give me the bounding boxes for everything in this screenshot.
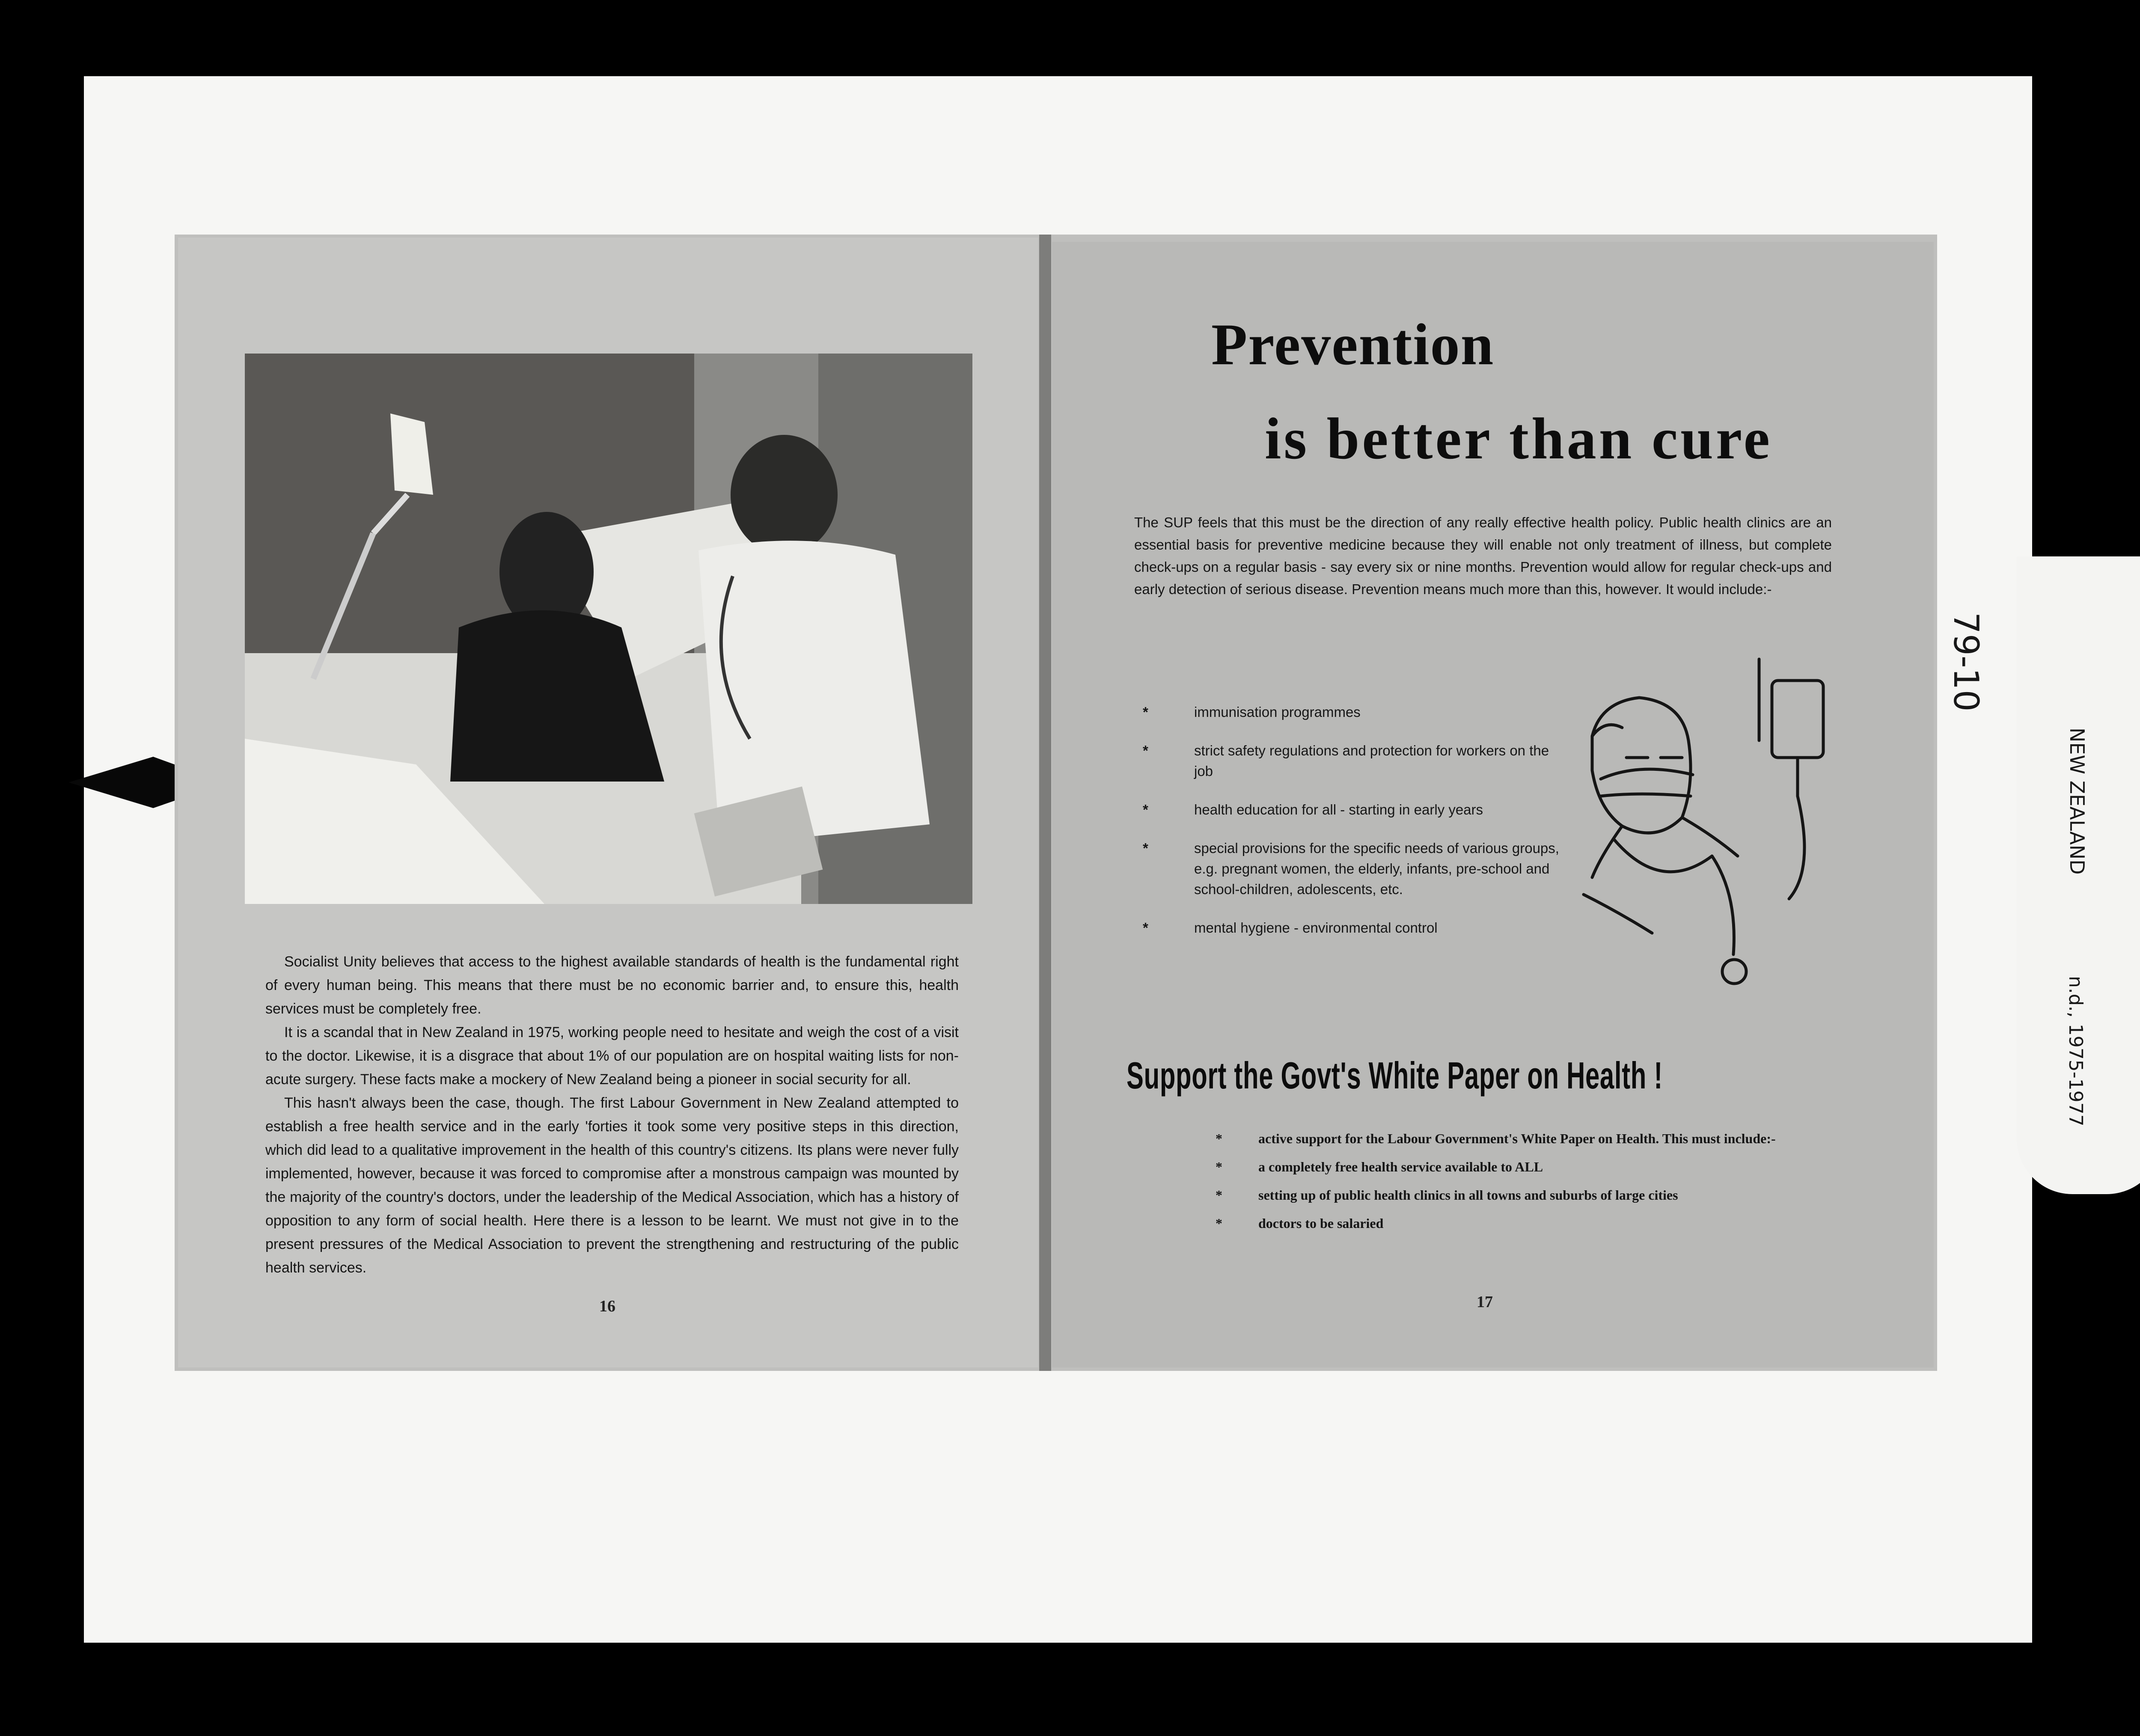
bullet: * <box>1143 704 1148 720</box>
bullet: * <box>1216 1131 1222 1146</box>
bullet: * <box>1143 840 1148 856</box>
bullet: * <box>1143 743 1148 758</box>
left-page-body <box>265 950 959 1280</box>
list-item <box>1211 1187 1789 1203</box>
handwritten-dates: n.d., 1975-1977 <box>2065 976 2086 1127</box>
list-item <box>1134 838 1562 900</box>
support-list <box>1211 1131 1789 1244</box>
list-item-text: setting up of public health clinics in all towns and suburbs of large cities <box>1258 1187 1678 1203</box>
list-item-text: mental hygiene - environmental control <box>1194 920 1438 936</box>
body-paragraph: This hasn't always been the case, though. The first Labour Government in New Zealand attempted to establish a free health service and in the early 'forties it took some very positive steps in this direction, which did lead to a qualitative improvement in the health of this country's citizens. Its plans were never fully implemented, however, because it was forced to compromise after a monstrous campaign was mounted by the majority of the country's doctors, under the leadership of the Medical Association, which has a history of opposition to any form of social health. Here there is a lesson to be learnt. We must not give in to the present pressures of the Medical Association to prevent the strengthening and restructuring of the public health services. <box>265 1095 959 1276</box>
bullet: * <box>1216 1159 1222 1174</box>
list-item-text: special provisions for the specific needs of various groups, e.g. pregnant women, the elderly, infants, pre-school and school-children, adolescents, etc. <box>1194 840 1559 897</box>
body-paragraph: Socialist Unity believes that access to the highest available standards of health is the fundamental right of every human being. This means that there must be no economic barrier and, to ensure this, health services must be completely free. <box>265 954 959 1017</box>
doctor-sketch-illustration <box>1575 655 1853 997</box>
hospital-photo <box>245 354 972 904</box>
list-item <box>1134 918 1562 938</box>
handwritten-number: 79-10 <box>1946 612 1986 712</box>
title-prevention: Prevention <box>1211 312 1495 377</box>
list-item <box>1134 740 1562 782</box>
title-better-than-cure: is better than cure <box>1265 406 1772 471</box>
list-item-text: immunisation programmes <box>1194 704 1361 720</box>
list-item-text: a completely free health service available to ALL <box>1258 1159 1543 1174</box>
list-item <box>1134 702 1562 722</box>
list-item <box>1134 800 1562 820</box>
list-item <box>1211 1159 1789 1174</box>
list-item <box>1211 1131 1789 1146</box>
bullet: * <box>1143 802 1148 817</box>
support-heading: Support the Govt's White Paper on Health ! <box>1126 1054 1663 1097</box>
list-item-text: doctors to be salaried <box>1258 1216 1384 1231</box>
list-item-text: active support for the Labour Government's White Paper on Health. This must include:- <box>1258 1131 1776 1146</box>
bullet: * <box>1143 920 1148 936</box>
page-number-right: 17 <box>1477 1293 1493 1311</box>
bullet: * <box>1216 1187 1222 1203</box>
page-number-left: 16 <box>599 1297 615 1315</box>
booklet-gutter <box>1039 235 1051 1371</box>
prevention-list <box>1134 702 1562 956</box>
handwritten-country: NEW ZEALAND <box>2066 728 2089 875</box>
body-paragraph: It is a scandal that in New Zealand in 1975, working people need to hesitate and weigh the cost of a visit to the doctor. Likewise, it is a disgrace that about 1% of our population are on hospital waiting lists for non-acute surgery. These facts make a mockery of New Zealand being a pioneer in social security for all. <box>265 1024 959 1088</box>
list-item-text: strict safety regulations and protection for workers on the job <box>1194 743 1549 779</box>
list-item-text: health education for all - starting in early years <box>1194 802 1483 817</box>
intro-paragraph: The SUP feels that this must be the direction of any really effective health policy. Public health clinics are an essential basis for preventive medicine because they will enable not only treatment of illness, but complete check-ups on a regular basis - say every six or nine months. Prevention would allow for regular check-ups and early detection of serious disease. Prevention means much more than this, however. It would include:- <box>1134 514 1832 597</box>
bullet: * <box>1216 1216 1222 1231</box>
list-item <box>1211 1216 1789 1231</box>
